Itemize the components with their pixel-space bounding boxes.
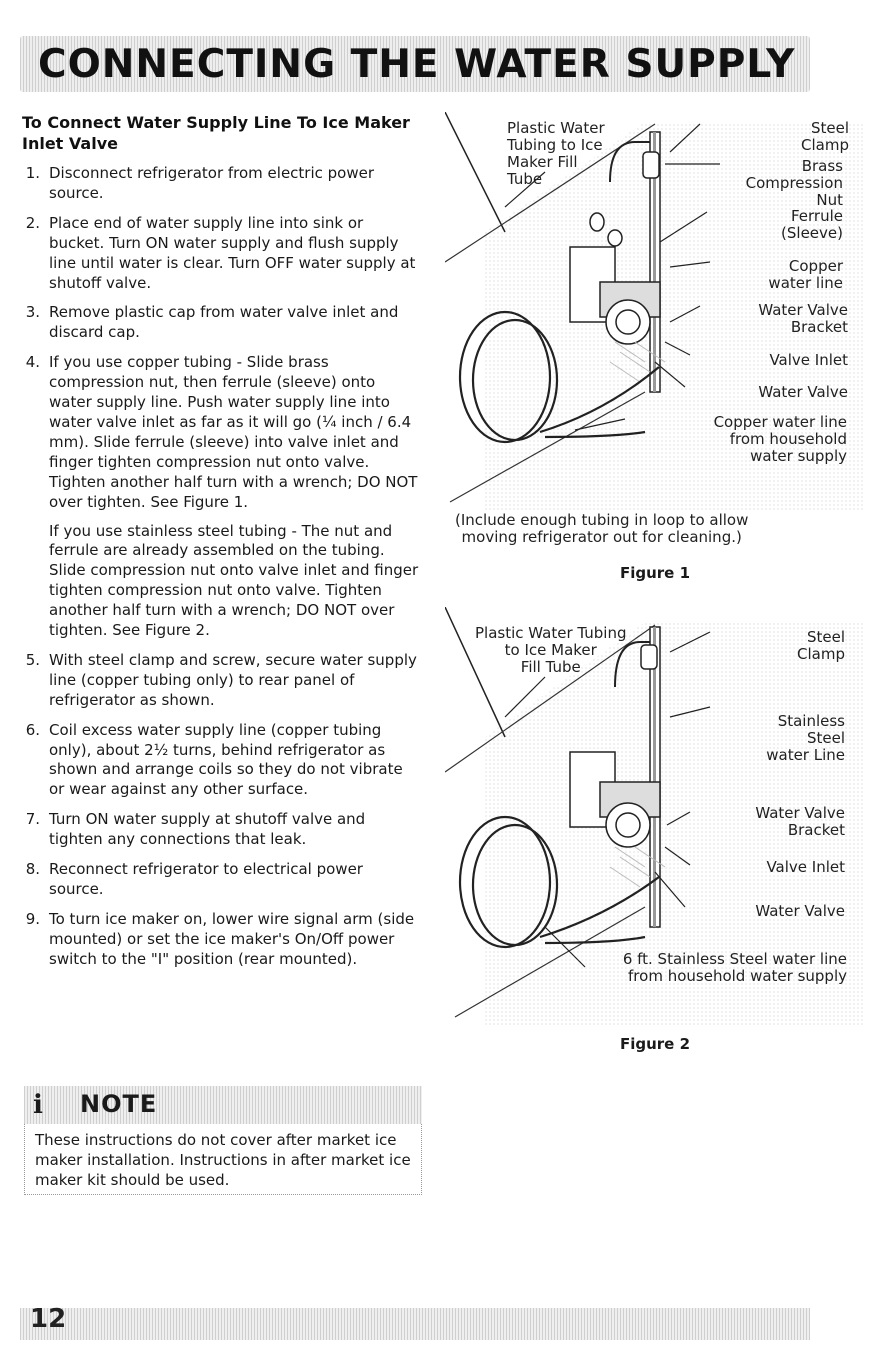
figure-2 xyxy=(445,607,865,1077)
label-plastic-tubing: Plastic Water Tubing to Ice Maker Fill Tube xyxy=(507,119,605,188)
steps-list xyxy=(22,164,422,970)
note-text: These instructions do not cover after market ice maker installation. Instructions in after market ice maker kit should be used. xyxy=(24,1124,422,1195)
label-water-valve: Water Valve xyxy=(758,383,848,401)
step-9: 9. To turn ice maker on, lower wire signal arm (side mounted) or set the ice maker's On/Off power switch to the "I" position (rear mounted). xyxy=(22,910,422,970)
step-text-stainless: If you use stainless steel tubing - The nut and ferrule are already assembled on the tubing. Slide compression nut onto valve inlet and finger tighten compression nut onto valve. Tighten another half turn with a wrench; DO NOT over tighten. See Figure 2. xyxy=(49,521,419,640)
step-text: Disconnect refrigerator from electric power source. xyxy=(49,164,375,202)
step-8: 8. Reconnect refrigerator to electrical power source. xyxy=(22,860,422,900)
step-1: 1. Disconnect refrigerator from electric power source. xyxy=(22,164,422,204)
page-number: 12 xyxy=(30,1304,67,1334)
label-stainless-line: Stainless Steel water Line xyxy=(766,712,845,764)
footer-bar xyxy=(20,1308,810,1340)
step-text: Remove plastic cap from water valve inlet and discard cap. xyxy=(49,303,399,342)
step-2: 2. Place end of water supply line into sink or bucket. Turn ON water supply and flush supply line until water is clear. Turn OFF water supply at shutoff valve. xyxy=(22,214,422,294)
step-text: To turn ice maker on, lower wire signal arm (side mounted) or set the ice maker's On/Off power switch to the "I" position (rear mounted). xyxy=(49,909,415,968)
step-3: 3. Remove plastic cap from water valve inlet and discard cap. xyxy=(22,303,422,343)
figure-2-caption: Figure 2 xyxy=(619,1035,691,1053)
step-7: 7. Turn ON water supply at shutoff valve and tighten any connections that leak. xyxy=(22,810,422,850)
label-steel-clamp: Steel Clamp xyxy=(801,119,849,154)
label-steel-clamp: Steel Clamp xyxy=(797,628,845,663)
step-5: 5. With steel clamp and screw, secure water supply line (copper tubing only) to rear panel of refrigerator as shown. xyxy=(22,651,422,711)
label-ferrule: Ferrule (Sleeve) xyxy=(781,207,843,242)
step-text: Turn ON water supply at shutoff valve and tighten any connections that leak. xyxy=(49,810,366,849)
label-valve-bracket: Water Valve Bracket xyxy=(758,301,848,336)
step-4: 4. If you use copper tubing - Slide brass compression nut, then ferrule (sleeve) onto water supply line. Push water supply line into water valve inlet as far as it will go (¼ inch / 6.4 mm). Slide ferrule (sleeve) into valve inlet and finger tighten compression nut onto valve. Tighten another half turn with a wrench; DO NOT over tighten. See Figure 1. If you use stainless steel tubing - The nut and ferrule are already assembled on the tubing. Slide compression nut onto valve inlet and finger tighten compression nut onto valve. Tighten another half turn with a wrench; DO NOT over tighten. See Figure 2. xyxy=(22,353,422,641)
label-valve-inlet: Valve Inlet xyxy=(766,858,845,876)
label-plastic-tubing: Plastic Water Tubing to Ice Maker Fill Tube xyxy=(475,624,627,676)
step-text: Place end of water supply line into sink or bucket. Turn ON water supply and flush supply line until water is clear. Turn OFF water supply at shutoff valve. xyxy=(49,213,416,292)
label-valve-inlet: Valve Inlet xyxy=(769,351,848,369)
label-water-valve: Water Valve xyxy=(755,902,845,920)
figure-1 xyxy=(445,112,865,582)
section-heading: To Connect Water Supply Line To Ice Maker Inlet Valve xyxy=(22,113,410,153)
step-6: 6. Coil excess water supply line (copper tubing only), about 2½ turns, behind refrigerator as shown and arrange coils so they do not vibrate or wear against any other surface. xyxy=(22,721,422,801)
label-copper-supply: Copper water line from household water supply xyxy=(713,413,847,465)
label-stainless-supply: 6 ft. Stainless Steel water line from household water supply xyxy=(622,950,847,985)
note-title: NOTE xyxy=(80,1090,158,1118)
step-text: If you use copper tubing - Slide brass compression nut, then ferrule (sleeve) onto water supply line. Push water supply line into water valve inlet as far as it will go (¼ inch / 6.4 mm). Slide ferrule (sleeve) into valve inlet and finger tighten compression nut onto valve. Tighten another half turn with a wrench; DO NOT over tighten. See Figure 1. xyxy=(49,353,418,511)
step-text: With steel clamp and screw, secure water supply line (copper tubing only) to rear panel of refrigerator as shown. xyxy=(49,650,417,709)
page-title: CONNECTING THE WATER SUPPLY xyxy=(38,42,796,87)
step-text: Reconnect refrigerator to electrical power source. xyxy=(49,860,363,898)
step-text: Coil excess water supply line (copper tubing only), about 2½ turns, behind refrigerator as shown and arrange coils so they do not vibrate or wear against any other surface. xyxy=(49,720,403,799)
label-copper-line: Copper water line xyxy=(768,257,843,292)
instructions-column xyxy=(22,112,422,980)
label-valve-bracket: Water Valve Bracket xyxy=(755,804,845,839)
label-loop-note: (Include enough tubing in loop to allow moving refrigerator out for cleaning.) xyxy=(455,511,749,546)
info-icon: ℹ xyxy=(33,1090,43,1120)
label-brass-nut: Brass Compression Nut xyxy=(745,157,843,209)
figure-1-caption: Figure 1 xyxy=(619,564,691,582)
